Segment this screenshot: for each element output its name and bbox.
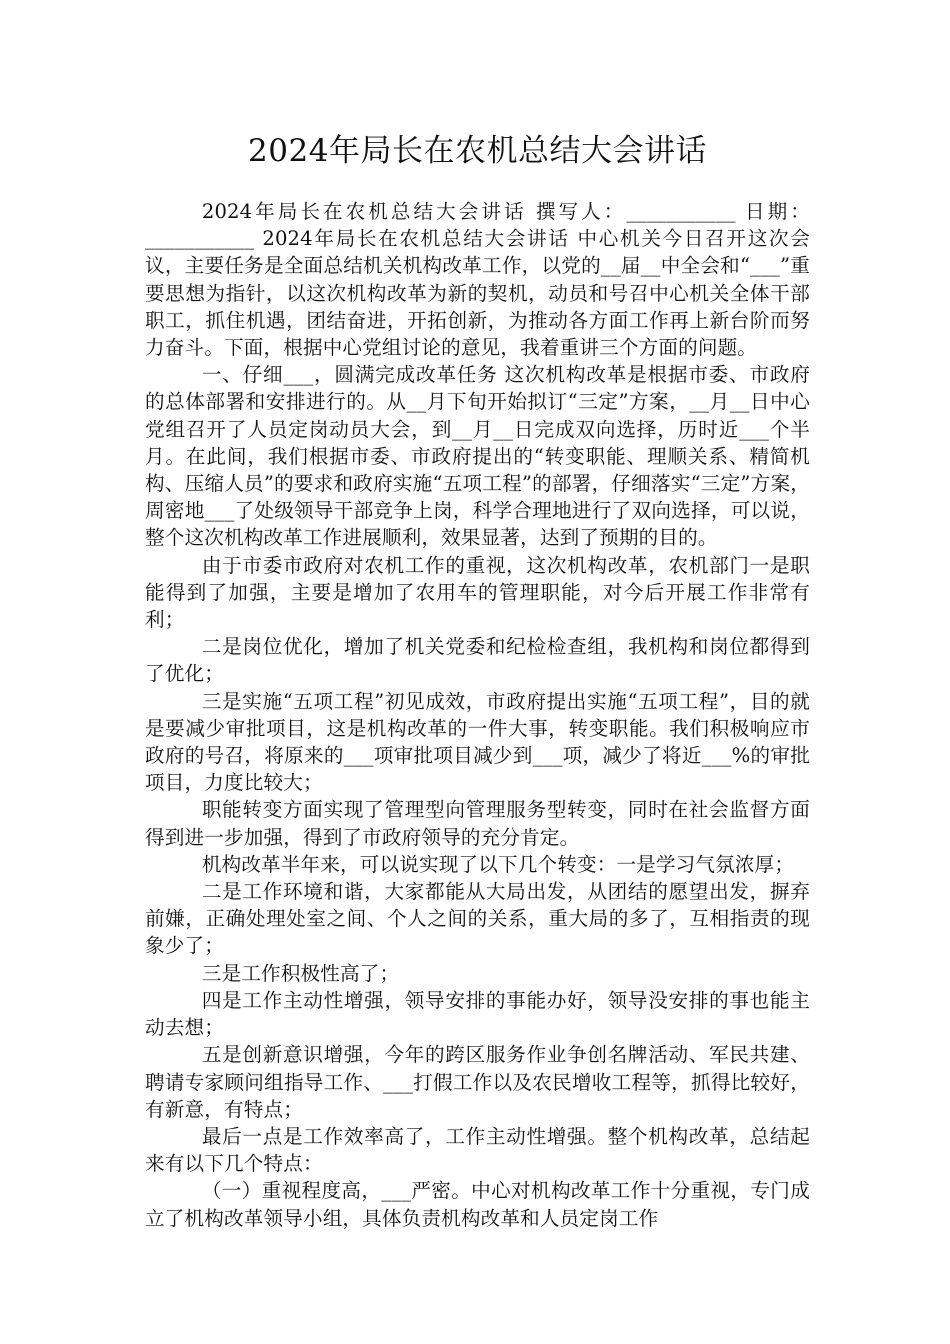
paragraph-efficiency: 最后一点是工作效率高了，工作主动性增强。整个机构改革，总结起来有以下几个特点：	[145, 1124, 810, 1176]
document-body	[145, 198, 810, 1232]
paragraph-intro: 2024年局长在农机总结大会讲话 撰写人：___________ 日期：___________ 2024年局长在农机总结大会讲话 中心机关今日召开这次会议，主要任务是全面总结机关机构改革工作，以党的__届__中全会和“___”重要思想为指针，以这次机构改革为新的契机，动员和号召中心机关全体干部职工，抓住机遇，团结奋进，开拓创新，为推动各方面工作再上新台阶而努力奋斗。下面，根据中心党组讨论的意见，我着重讲三个方面的问题。	[145, 200, 810, 360]
paragraph-five-projects: 三是实施“五项工程”初见成效，市政府提出实施“五项工程”，目的就是要减少审批项目，这是机构改革的一件大事，转变职能。我们积极响应市政府的号召，将原来的___项审批项目减少到___项，减少了将近___%的审批项目，力度比较大；	[145, 689, 810, 795]
paragraph-section-one: 一、仔细___，圆满完成改革任务 这次机构改革是根据市委、市政府的总体部署和安排进行的。从__月下旬开始拟订“三定”方案，__月__日中心党组召开了人员定岗动员大会，到__月__日完成双向选择，历时近___个半月。在此间，我们根据市委、市政府提出的“转变职能、理顺关系、精简机构、压缩人员”的要求和政府实施“五项工程”的部署，仔细落实“三定”方案，周密地___了处级领导干部竞争上岗，科学合理地进行了双向选择，可以说，整个这次机构改革工作进展顺利，效果显著，达到了预期的目的。	[145, 363, 810, 550]
paragraph-function-transformation: 职能转变方面实现了管理型向管理服务型转变，同时在社会监督方面得到进一步加强，得到了市政府领导的充分肯定。	[145, 798, 810, 849]
paragraph-function-strengthened: 由于市委市政府对农机工作的重视，这次机构改革，农机部门一是职能得到了加强，主要是增加了农用车的管理职能，对今后开展工作非常有利；	[145, 553, 810, 632]
paragraph-changes-intro: 机构改革半年来，可以说实现了以下几个转变：一是学习气氛浓厚；	[201, 852, 795, 876]
paragraph-feature-one: （一）重视程度高，___严密。中心对机构改革工作十分重视，专门成立了机构改革领导小组，具体负责机构改革和人员定岗工作	[145, 1179, 810, 1230]
document-title: 2024年局长在农机总结大会讲话	[248, 133, 707, 169]
paragraph-post-optimized: 二是岗位优化，增加了机关党委和纪检检查组，我机构和岗位都得到了优化；	[145, 635, 810, 686]
paragraph-enthusiasm: 三是工作积极性高了；	[201, 961, 400, 985]
paragraph-innovation: 五是创新意识增强，今年的跨区服务作业争创名牌活动、军民共建、聘请专家顾问组指导工作、___打假工作以及农民增收工程等，抓得比较好，有新意，有特点；	[145, 1043, 810, 1121]
paragraph-harmony: 二是工作环境和谐，大家都能从大局出发，从团结的愿望出发，摒弃前嫌，正确处理处室之间、个人之间的关系，重大局的多了，互相指责的现象少了；	[145, 880, 810, 958]
document-page	[145, 0, 810, 1344]
paragraph-initiative: 四是工作主动性增强，领导安排的事能办好，领导没安排的事也能主动去想；	[145, 988, 810, 1040]
